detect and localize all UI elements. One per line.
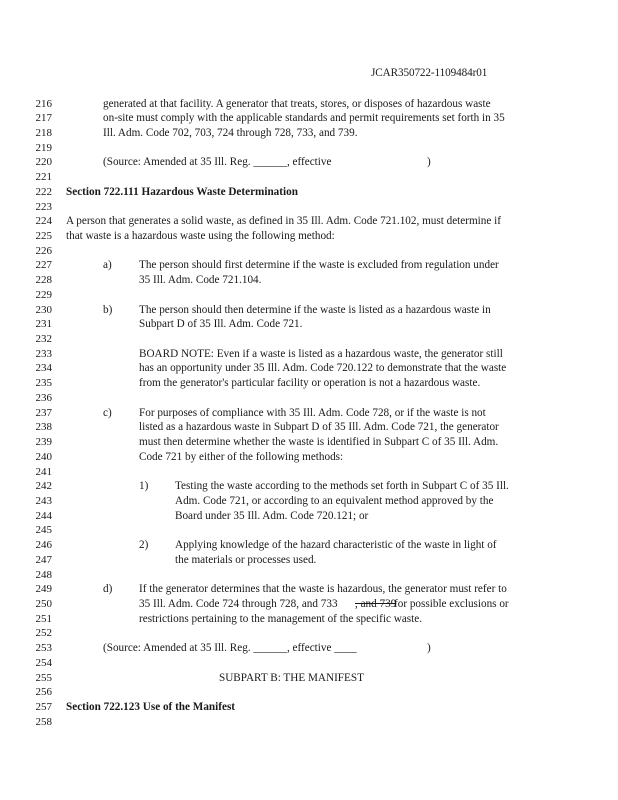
line-number: 254 [35, 656, 52, 669]
line-number: 233 [35, 347, 52, 360]
document-line [0, 479, 618, 494]
line-number: 222 [35, 185, 52, 198]
line-number: 251 [35, 612, 52, 625]
line-number: 236 [35, 391, 52, 404]
line-text: Adm. Code 721, or according to an equivalent method approved by the [175, 494, 494, 507]
line-text: the materials or processes used. [175, 553, 317, 566]
document-line [0, 685, 618, 700]
line-number: 248 [35, 568, 52, 581]
line-text: has an opportunity under 35 Ill. Adm. Code 720.122 to demonstrate that the waste [139, 362, 507, 375]
struck-text: , and 739 [355, 597, 397, 610]
line-number: 224 [35, 215, 52, 228]
document-line [0, 303, 618, 318]
line-number: 228 [35, 274, 52, 287]
line-text: d) [103, 583, 113, 596]
line-number: 241 [35, 465, 52, 478]
line-text: Board under 35 Ill. Adm. Code 720.121; or [175, 509, 369, 522]
line-text: for possible exclusions or [394, 597, 509, 610]
line-number: 232 [35, 333, 52, 346]
document-line [0, 200, 618, 215]
document-line [0, 656, 618, 671]
line-number: 256 [35, 686, 52, 699]
line-text: must then determine whether the waste is identified in Subpart C of 35 Ill. Adm. [139, 436, 499, 449]
line-text: ) [427, 642, 431, 655]
line-text: If the generator determines that the waste is hazardous, the generator must refer to [139, 583, 507, 596]
line-number: 226 [35, 244, 52, 257]
document-line [0, 97, 618, 112]
line-text: BOARD NOTE: Even if a waste is listed as a hazardous waste, the generator still [139, 347, 503, 360]
document-line [0, 155, 618, 170]
line-text: listed as a hazardous waste in Subpart D of 35 Ill. Adm. Code 721, the generator [139, 421, 499, 434]
document-line [0, 700, 618, 715]
line-text: For purposes of compliance with 35 Ill. Adm. Code 728, or if the waste is not [139, 406, 486, 419]
line-number: 217 [35, 112, 52, 125]
document-line [0, 361, 618, 376]
line-text: Applying knowledge of the hazard characteristic of the waste in light of [175, 539, 497, 552]
line-number: 243 [35, 494, 52, 507]
line-number: 252 [35, 627, 52, 640]
line-number: 230 [35, 303, 52, 316]
document-line [0, 258, 618, 273]
line-text: a) [103, 259, 112, 272]
line-text: 35 Ill. Adm. Code 721.104. [139, 274, 262, 287]
line-text: Code 721 by either of the following methods: [139, 450, 344, 463]
document-line [0, 597, 618, 612]
line-number: 244 [35, 509, 52, 522]
line-number: 237 [35, 406, 52, 419]
document-line [0, 111, 618, 126]
document-line [0, 288, 618, 303]
line-text: Testing the waste according to the methods set forth in Subpart C of 35 Ill. [175, 480, 509, 493]
document-line [0, 641, 618, 656]
section-heading: Section 722.123 Use of the Manifest [66, 701, 236, 714]
document-line [0, 435, 618, 450]
line-number: 255 [35, 671, 52, 684]
document-line [0, 553, 618, 568]
line-number: 250 [35, 597, 52, 610]
document-line [0, 538, 618, 553]
document-line [0, 671, 618, 686]
line-number: 258 [35, 715, 52, 728]
document-line [0, 450, 618, 465]
line-number: 245 [35, 524, 52, 537]
line-number: 216 [35, 97, 52, 110]
line-text: generated at that facility. A generator that treats, stores, or disposes of hazardous waste [103, 97, 491, 110]
document-line [0, 273, 618, 288]
line-text: c) [103, 406, 112, 419]
document-line [0, 568, 618, 583]
document-line [0, 612, 618, 627]
line-number: 235 [35, 377, 52, 390]
line-text: b) [103, 303, 113, 316]
document-line [0, 214, 618, 229]
line-number: 219 [35, 141, 52, 154]
document-line [0, 465, 618, 480]
line-text: from the generator's particular facility or operation is not a hazardous waste. [139, 377, 481, 390]
line-number: 246 [35, 539, 52, 552]
line-number: 223 [35, 200, 52, 213]
document-id-header: JCAR350722-1109484r01 [371, 67, 488, 79]
line-number: 220 [35, 156, 52, 169]
document-line [0, 523, 618, 538]
document-line [0, 391, 618, 406]
line-number: 234 [35, 362, 52, 375]
line-text: (Source: Amended at 35 Ill. Reg. ______, effective [103, 156, 332, 169]
line-text: 35 Ill. Adm. Code 724 through 728, and 733 [139, 597, 338, 610]
document-line [0, 170, 618, 185]
document-line [0, 494, 618, 509]
line-text: on-site must comply with the applicable standards and permit requirements set forth in 35 [103, 112, 505, 125]
document-line [0, 582, 618, 597]
document-line [0, 126, 618, 141]
line-text: (Source: Amended at 35 Ill. Reg. ______, effective ____ [103, 642, 357, 655]
line-text: 2) [139, 539, 149, 552]
line-text: restrictions pertaining to the management of the specific waste. [139, 612, 423, 625]
document-line [0, 420, 618, 435]
line-text: The person should first determine if the waste is excluded from regulation under [139, 259, 499, 272]
document-line [0, 376, 618, 391]
line-text: SUBPART B: THE MANIFEST [219, 671, 364, 684]
line-number: 227 [35, 259, 52, 272]
document-line [0, 317, 618, 332]
line-number: 231 [35, 318, 52, 331]
line-number: 238 [35, 421, 52, 434]
line-text: A person that generates a solid waste, as defined in 35 Ill. Adm. Code 721.102, must determine if [66, 215, 501, 228]
document-line [0, 626, 618, 641]
document-line [0, 244, 618, 259]
line-text: Subpart D of 35 Ill. Adm. Code 721. [139, 318, 303, 331]
line-number: 225 [35, 229, 52, 242]
line-number: 221 [35, 171, 52, 184]
line-number: 253 [35, 642, 52, 655]
document-line [0, 406, 618, 421]
document-line [0, 229, 618, 244]
line-text: The person should then determine if the waste is listed as a hazardous waste in [139, 303, 491, 316]
line-number: 242 [35, 480, 52, 493]
line-number: 249 [35, 583, 52, 596]
line-number: 247 [35, 553, 52, 566]
document-line [0, 347, 618, 362]
document-line [0, 509, 618, 524]
section-heading: Section 722.111 Hazardous Waste Determination [66, 185, 298, 198]
line-text: 1) [139, 480, 149, 493]
document-line [0, 332, 618, 347]
document-line [0, 141, 618, 156]
line-number: 218 [35, 126, 52, 139]
line-text: ) [427, 156, 431, 169]
line-number: 257 [35, 701, 52, 714]
line-number: 239 [35, 436, 52, 449]
document-line [0, 185, 618, 200]
document-line [0, 715, 618, 730]
line-number: 240 [35, 450, 52, 463]
line-text: that waste is a hazardous waste using the following method: [66, 229, 335, 242]
line-number: 229 [35, 288, 52, 301]
line-text: Ill. Adm. Code 702, 703, 724 through 728, 733, and 739. [103, 126, 358, 139]
